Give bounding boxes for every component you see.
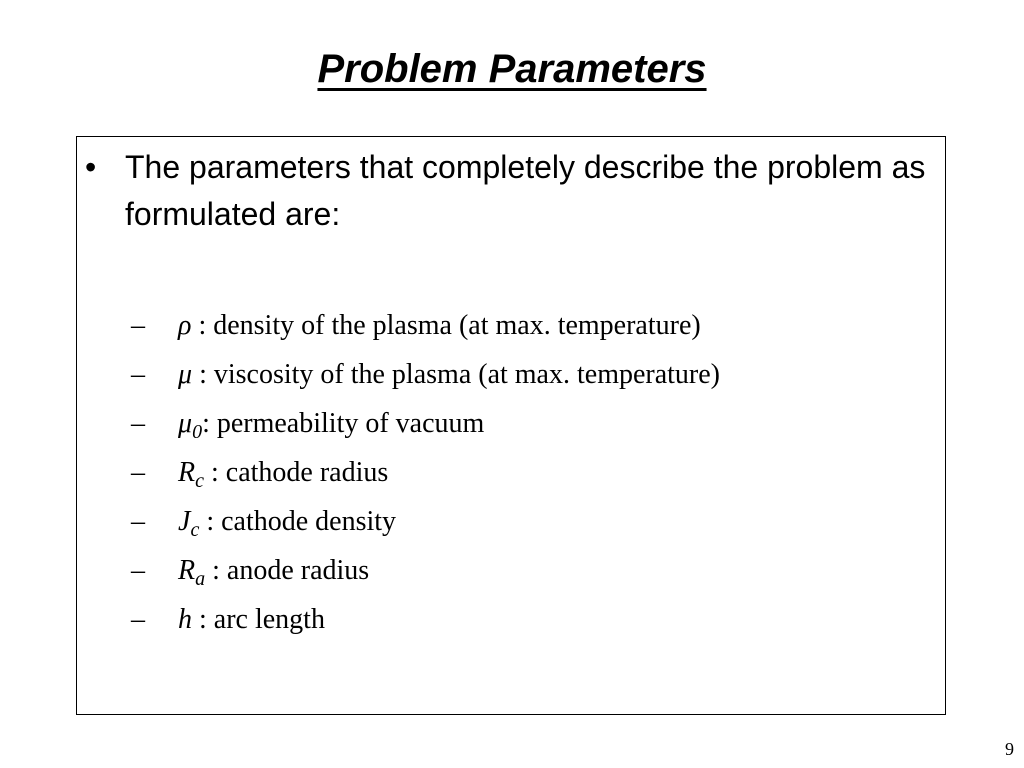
dash-marker: – (131, 408, 145, 439)
parameter-description: : arc length (192, 604, 325, 635)
parameter-item-viscosity (131, 352, 911, 401)
parameter-item-density (131, 303, 911, 352)
parameter-description: : density of the plasma (at max. temperature) (191, 310, 701, 341)
dash-marker: – (131, 457, 145, 488)
parameter-subscript: c (195, 470, 204, 492)
parameter-symbol: ρ (178, 310, 192, 341)
parameter-subscript: a (195, 568, 206, 590)
dash-marker: – (131, 359, 145, 390)
parameter-item-permeability (131, 401, 911, 450)
dash-marker: – (131, 506, 145, 537)
parameter-entry (178, 303, 701, 349)
parameter-entry (178, 450, 388, 496)
parameter-subscript: c (190, 519, 200, 541)
parameter-item-anode-radius (131, 548, 911, 597)
bullet-marker: • (85, 149, 97, 185)
parameter-item-cathode-density (131, 499, 911, 548)
parameter-description: : permeability of vacuum (202, 408, 485, 439)
dash-marker: – (131, 604, 145, 635)
parameter-subscript: 0 (192, 421, 203, 443)
parameter-entry (178, 499, 396, 545)
dash-marker: – (131, 310, 145, 341)
parameter-symbol: $R_a$ (178, 555, 206, 590)
parameter-symbol: $R_c$ (178, 457, 204, 492)
parameter-description: : cathode radius (204, 457, 389, 488)
parameter-entry (178, 548, 369, 594)
page-number: 9 (1005, 739, 1014, 759)
parameter-item-arc-length (131, 597, 911, 646)
parameter-description: : viscosity of the plasma (at max. temperature) (192, 359, 721, 390)
dash-marker: – (131, 555, 145, 586)
slide-title: Problem Parameters (317, 47, 707, 91)
parameter-entry (178, 597, 325, 643)
parameter-item-cathode-radius (131, 450, 911, 499)
parameter-symbol: $\mu_0$ (178, 408, 203, 443)
parameter-entry (178, 352, 720, 398)
parameter-entry (178, 401, 484, 447)
parameter-symbol: $J_c$ (178, 506, 200, 541)
parameter-list (131, 303, 911, 646)
bullet-text: The parameters that completely describe the problem as formulated are: (125, 149, 926, 232)
parameter-symbol: μ (178, 359, 193, 390)
parameter-description: : cathode density (199, 506, 397, 537)
parameter-symbol: h (178, 604, 192, 635)
parameter-description: : anode radius (205, 555, 370, 586)
